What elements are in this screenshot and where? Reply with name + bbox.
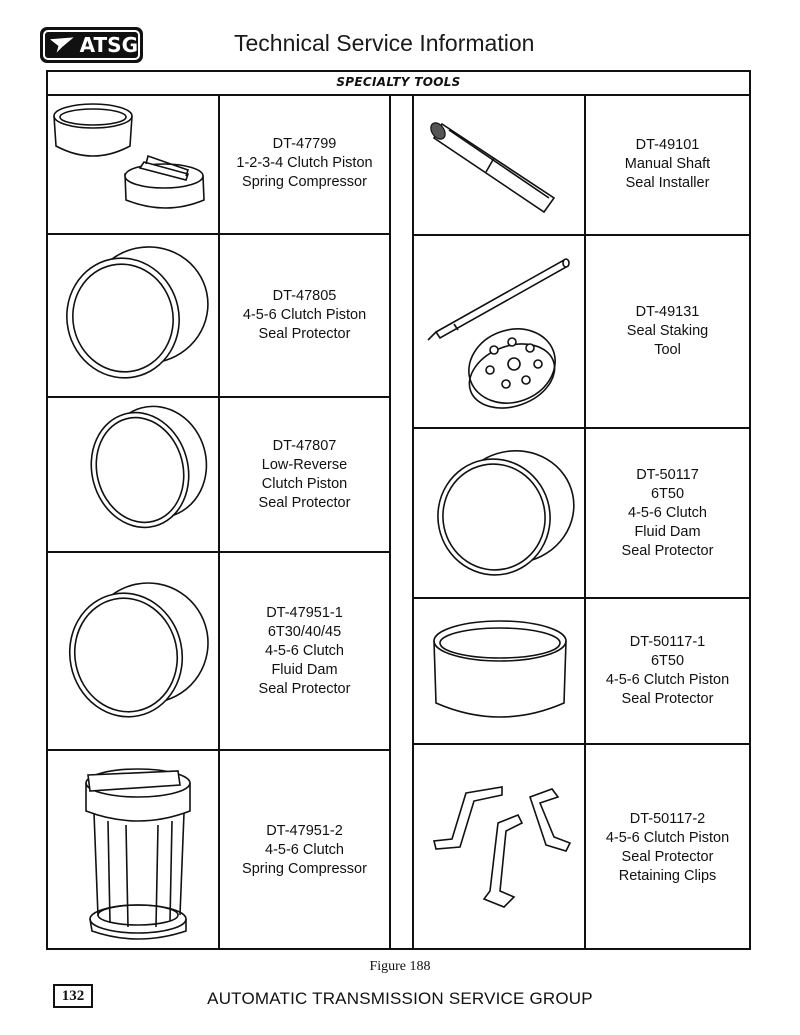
tool-line: 6T50: [650, 653, 685, 669]
tool-line: Seal Protector: [258, 494, 351, 511]
tool-line: Tool: [654, 342, 681, 358]
section-title: SPECIALTY TOOLS: [48, 72, 749, 96]
tool-cell: [414, 745, 749, 950]
tool-description: [220, 235, 389, 396]
tool-line: Spring Compressor: [242, 861, 367, 877]
tool-line: 4-5-6 Clutch Piston: [242, 307, 367, 323]
tool-description: [586, 745, 749, 950]
tool-line: Clutch Piston: [261, 475, 348, 492]
seal-protector-cup-icon: [414, 599, 586, 743]
tool-description: [220, 398, 389, 551]
tool-number: DT-47807: [272, 437, 337, 454]
tool-description: [220, 751, 389, 950]
tool-cell: [414, 429, 749, 599]
tool-number: DT-47951-2: [266, 823, 343, 839]
tool-line: Manual Shaft: [624, 155, 711, 172]
tool-line: 4-5-6 Clutch: [628, 504, 707, 521]
tool-description: [586, 236, 749, 427]
footer-title: AUTOMATIC TRANSMISSION SERVICE GROUP: [207, 989, 593, 1008]
tool-number: DT-47799: [272, 136, 337, 152]
tool-line: Low-Reverse: [261, 456, 348, 473]
spring-compressor-cage-icon: [48, 751, 220, 950]
tool-number: DT-50117: [636, 466, 699, 483]
seal-installer-shaft-icon: [414, 94, 586, 234]
logo-text: ATSG: [79, 33, 138, 57]
tool-line: Seal Staking: [626, 323, 709, 339]
tool-line: Retaining Clips: [618, 867, 717, 884]
seal-protector-ring-icon: [48, 235, 220, 396]
tool-cell: [414, 94, 749, 236]
tool-line: Fluid Dam: [634, 523, 701, 540]
tool-cell: [48, 553, 389, 751]
atsg-logo: [40, 27, 143, 63]
tool-cell: [48, 235, 389, 398]
page-title: Technical Service Information: [234, 30, 535, 56]
tool-description: [220, 94, 389, 233]
tool-line: 4-5-6 Clutch: [265, 642, 344, 659]
tool-number: DT-47951-1: [266, 604, 343, 621]
tool-cell: [414, 236, 749, 429]
tool-line: 6T30/40/45: [267, 623, 342, 640]
tool-line: Seal Installer: [625, 174, 710, 191]
tool-description: [586, 429, 749, 597]
tool-cell: [48, 398, 389, 553]
tool-line: Seal Protector: [258, 680, 351, 697]
left-tool-column: [48, 94, 391, 948]
tool-number: DT-47805: [272, 288, 337, 304]
tool-number: DT-50117-1: [629, 634, 706, 650]
tool-line: 1-2-3-4 Clutch Piston: [236, 155, 373, 171]
figure-caption: Figure 188: [369, 959, 431, 974]
tool-line: Seal Protector: [258, 326, 351, 342]
tool-line: Seal Protector: [621, 691, 714, 707]
tool-line: Seal Protector: [621, 542, 714, 559]
right-tool-column: [412, 94, 749, 948]
specialty-tools-table: [46, 70, 751, 950]
tool-cell: [48, 94, 389, 235]
tool-number: DT-49101: [635, 136, 700, 153]
tool-number: DT-49131: [635, 304, 700, 320]
tool-description: [220, 553, 389, 749]
seal-staking-tool-icon: [414, 236, 586, 427]
clutch-piston-spring-compressor-icon: [48, 94, 220, 233]
tool-cell: [414, 599, 749, 745]
tool-number: DT-50117-2: [629, 810, 706, 827]
tool-line: Fluid Dam: [271, 661, 338, 678]
tool-line: 4-5-6 Clutch Piston: [605, 829, 730, 846]
fluid-dam-ring-icon: [414, 429, 586, 597]
tool-line: 6T50: [650, 485, 685, 502]
tool-line: Seal Protector: [621, 848, 714, 865]
retaining-clips-icon: [414, 745, 586, 950]
tool-description: [586, 94, 749, 234]
tool-cell: [48, 751, 389, 950]
seal-protector-ring-icon: [48, 398, 220, 551]
tool-line: Spring Compressor: [242, 174, 367, 190]
atsg-wing-icon: [49, 35, 76, 55]
tool-line: 4-5-6 Clutch: [265, 842, 344, 858]
fluid-dam-ring-icon: [48, 553, 220, 749]
page-number: 132: [53, 984, 93, 1008]
tool-line: 4-5-6 Clutch Piston: [605, 672, 730, 688]
tool-description: [586, 599, 749, 743]
